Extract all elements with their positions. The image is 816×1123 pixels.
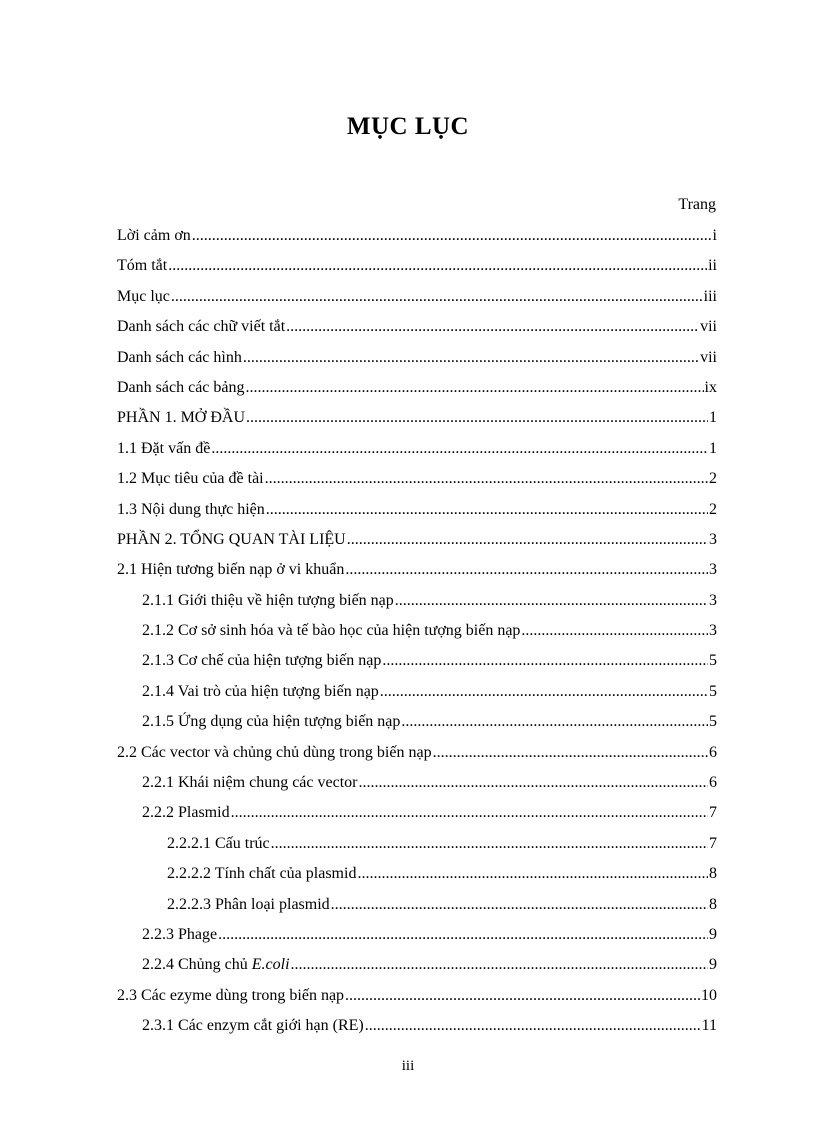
- toc-dot-leader: [365, 1015, 701, 1037]
- toc-dot-leader: [286, 316, 699, 338]
- toc-entry-label: 2.2 Các vector và chủng chủ dùng trong biến nạp: [117, 743, 432, 761]
- toc-entry-label: Danh sách các bảng: [117, 378, 245, 396]
- toc-entry-label: 1.2 Mục tiêu của đề tài: [117, 470, 264, 488]
- toc-entry-label: PHẦN 1. MỞ ĐẦU: [117, 409, 246, 427]
- toc-entry-label: 2.2.3 Phage: [142, 925, 218, 943]
- toc-entry-page: 3: [709, 561, 717, 579]
- toc-entry-2-2-4[interactable]: [117, 954, 717, 984]
- toc-entry-2-2-2-2[interactable]: [117, 863, 717, 893]
- toc-entry-label: 1.1 Đặt vấn đề: [117, 439, 211, 457]
- toc-dot-leader: [231, 802, 708, 824]
- page-column-header: Trang: [678, 196, 716, 213]
- toc-dot-leader: [401, 711, 708, 733]
- toc-entry-label: [142, 954, 290, 976]
- toc-entry-page: 6: [709, 774, 717, 792]
- toc-dot-leader: [433, 742, 708, 764]
- toc-entry-1-1[interactable]: [117, 438, 717, 468]
- toc-entry-label: 2.2.2.3 Phân loại plasmid: [167, 895, 330, 913]
- toc-entry-tom-tat[interactable]: [117, 255, 717, 285]
- toc-entry-label: Danh sách các hình: [117, 348, 242, 366]
- toc-entry-label: Danh sách các chữ viết tắt: [117, 318, 286, 336]
- toc-entry-page: 10: [701, 986, 717, 1004]
- toc-entry-2-2-3[interactable]: [117, 924, 717, 954]
- toc-dot-leader: [358, 772, 708, 794]
- toc-dot-leader: [243, 347, 699, 369]
- toc-dot-leader: [211, 438, 708, 460]
- toc-entry-2-1-3[interactable]: [117, 650, 717, 680]
- toc-entry-page: iii: [703, 287, 717, 305]
- toc-entry-label-italic: E.coli: [251, 956, 290, 974]
- toc-entry-label: 2.1.4 Vai trò của hiện tượng biến nạp: [142, 682, 379, 700]
- toc-entry-label: Lời cảm ơn: [117, 227, 191, 244]
- toc-entry-danh-sach-hinh[interactable]: [117, 347, 717, 377]
- toc-entry-page: i: [712, 227, 717, 244]
- toc-entry-page: 5: [709, 652, 717, 670]
- toc-entry-page: 9: [709, 925, 717, 943]
- toc-entry-label: 2.3 Các ezyme dùng trong biến nạp: [117, 986, 345, 1004]
- toc-entry-label: 2.1.5 Ứng dụng của hiện tượng biến nạp: [142, 713, 401, 731]
- toc-dot-leader: [168, 255, 707, 277]
- toc-entry-page: 8: [709, 895, 717, 913]
- toc-entry-page: vii: [700, 348, 717, 366]
- toc-entry-page: 1: [709, 409, 717, 427]
- toc-dot-leader: [271, 833, 708, 855]
- toc-entry-1-3[interactable]: [117, 499, 717, 529]
- toc-entry-page: 8: [709, 865, 717, 883]
- toc-entry-label: 2.2.2.2 Tính chất của plasmid: [167, 865, 357, 883]
- toc-entry-label: Tóm tắt: [117, 257, 168, 275]
- toc-entry-loi-cam-on[interactable]: [117, 225, 717, 255]
- toc-dot-leader: [265, 468, 708, 490]
- toc-entry-page: 9: [709, 956, 717, 974]
- toc-dot-leader: [192, 225, 712, 247]
- toc-entry-label: 2.1.3 Cơ chế của hiện tượng biến nạp: [142, 652, 382, 670]
- page-title: MỤC LỤC: [346, 113, 470, 140]
- toc-entry-1-2[interactable]: [117, 468, 717, 498]
- toc-dot-leader: [521, 620, 708, 642]
- toc-entry-2-2[interactable]: [117, 742, 717, 772]
- toc-entry-2-2-2-1[interactable]: [117, 833, 717, 863]
- toc-dot-leader: [218, 924, 708, 946]
- toc-entry-page: 11: [701, 1017, 717, 1035]
- toc-entry-2-1-2[interactable]: [117, 620, 717, 650]
- toc-dot-leader: [171, 286, 703, 308]
- toc-entry-page: 2: [709, 470, 717, 488]
- toc-entry-label: Mục lục: [117, 287, 170, 305]
- toc-entry-page: 5: [709, 682, 717, 700]
- toc-dot-leader: [380, 681, 708, 703]
- toc-dot-leader: [246, 407, 708, 429]
- toc-entry-page: 5: [709, 713, 717, 731]
- toc-dot-leader: [395, 590, 708, 612]
- toc-entry-page: 6: [709, 743, 717, 761]
- toc-entry-phan-2[interactable]: [117, 529, 717, 559]
- toc-dot-leader: [291, 954, 708, 976]
- toc-entry-label: 2.2.2.1 Cấu trúc: [167, 834, 270, 852]
- toc-entry-danh-sach-bang[interactable]: [117, 377, 717, 407]
- toc-dot-leader: [266, 499, 708, 521]
- toc-entry-page: vii: [700, 318, 717, 336]
- table-of-contents: [117, 225, 717, 1046]
- toc-entry-2-2-2[interactable]: [117, 802, 717, 832]
- toc-entry-danh-sach-chu-viet-tat[interactable]: [117, 316, 717, 346]
- toc-entry-phan-1[interactable]: [117, 407, 717, 437]
- toc-entry-page: 1: [709, 439, 717, 457]
- toc-entry-2-1-1[interactable]: [117, 590, 717, 620]
- toc-entry-label: 2.1.2 Cơ sở sinh hóa và tế bào học của hiện tượng biến nạp: [142, 622, 521, 640]
- toc-entry-page: 7: [709, 804, 717, 822]
- toc-entry-page: 7: [709, 834, 717, 852]
- toc-entry-2-1-5[interactable]: [117, 711, 717, 741]
- toc-dot-leader: [357, 863, 708, 885]
- toc-entry-label: 2.2.2 Plasmid: [142, 804, 230, 822]
- toc-dot-leader: [382, 650, 708, 672]
- toc-entry-page: ix: [704, 378, 717, 396]
- toc-dot-leader: [347, 529, 708, 551]
- toc-entry-label: 2.1.1 Giới thiệu về hiện tượng biến nạp: [142, 591, 394, 609]
- toc-entry-2-2-2-3[interactable]: [117, 894, 717, 924]
- toc-dot-leader: [345, 559, 708, 581]
- toc-entry-label: 2.3.1 Các enzym cắt giới hạn (RE): [142, 1017, 364, 1035]
- toc-entry-page: ii: [708, 257, 717, 275]
- toc-entry-label: 2.1 Hiện tương biến nạp ở vi khuẩn: [117, 561, 345, 579]
- toc-entry-page: 3: [709, 591, 717, 609]
- toc-entry-2-1[interactable]: [117, 559, 717, 589]
- toc-entry-2-2-1[interactable]: [117, 772, 717, 802]
- toc-entry-muc-luc[interactable]: [117, 286, 717, 316]
- toc-entry-page: 2: [709, 500, 717, 518]
- toc-entry-2-3[interactable]: [117, 985, 717, 1015]
- footer-page-number: iii: [401, 1058, 415, 1074]
- toc-entry-label: PHẦN 2. TỔNG QUAN TÀI LIỆU: [117, 530, 346, 548]
- toc-entry-label-text: 2.2.4 Chủng chủ: [142, 956, 252, 974]
- toc-dot-leader: [331, 894, 708, 916]
- toc-entry-page: 3: [709, 622, 717, 640]
- toc-entry-2-1-4[interactable]: [117, 681, 717, 711]
- toc-dot-leader: [345, 985, 700, 1007]
- toc-entry-label: 1.3 Nội dung thực hiện: [117, 500, 265, 518]
- toc-entry-label: 2.2.1 Khái niệm chung các vector: [142, 774, 358, 792]
- toc-entry-2-3-1[interactable]: [117, 1015, 717, 1045]
- toc-dot-leader: [246, 377, 704, 399]
- toc-entry-page: 3: [709, 530, 717, 548]
